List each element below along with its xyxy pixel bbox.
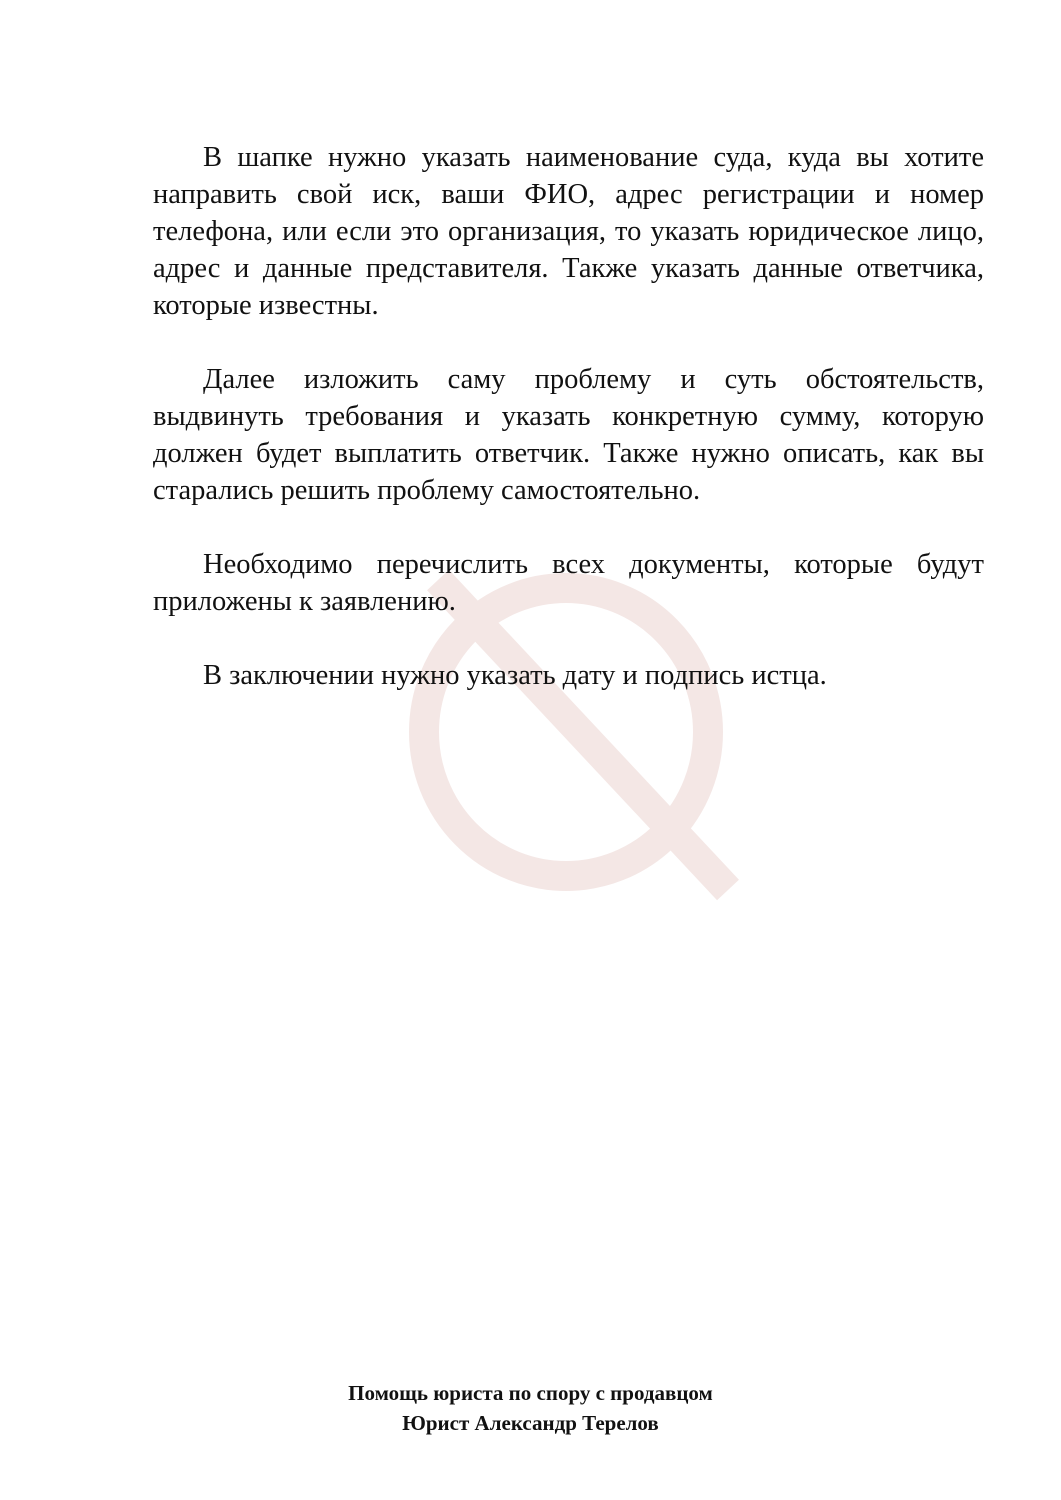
footer-line-2: Юрист Александр Терелов [402,1411,659,1435]
paragraph-documents-list: Необходимо перечислить всех документы, которые будут приложены к заявлению. [153,549,984,617]
footer-line-1: Помощь юриста по спору с продавцом [348,1381,713,1405]
paragraph-problem-description: Далее изложить саму проблему и суть обстоятельств, выдвинуть требования и указать конкретную сумму, которую должен будет выплатить ответчик. Также нужно описать, как вы старались решить проблему самостоятельно. [153,364,984,506]
footer [0,1378,1061,1438]
paragraph-header-instructions: В шапке нужно указать наименование суда, куда вы хотите направить свой иск, ваши ФИО, адрес регистрации и номер телефона, или если это организация, то указать юридическое лицо, адрес и данные представителя. Также указать данные ответчика, которые известны. [153,142,984,321]
document-body [153,139,984,731]
paragraph-conclusion: В заключении нужно указать дату и подпись истца. [203,660,827,691]
